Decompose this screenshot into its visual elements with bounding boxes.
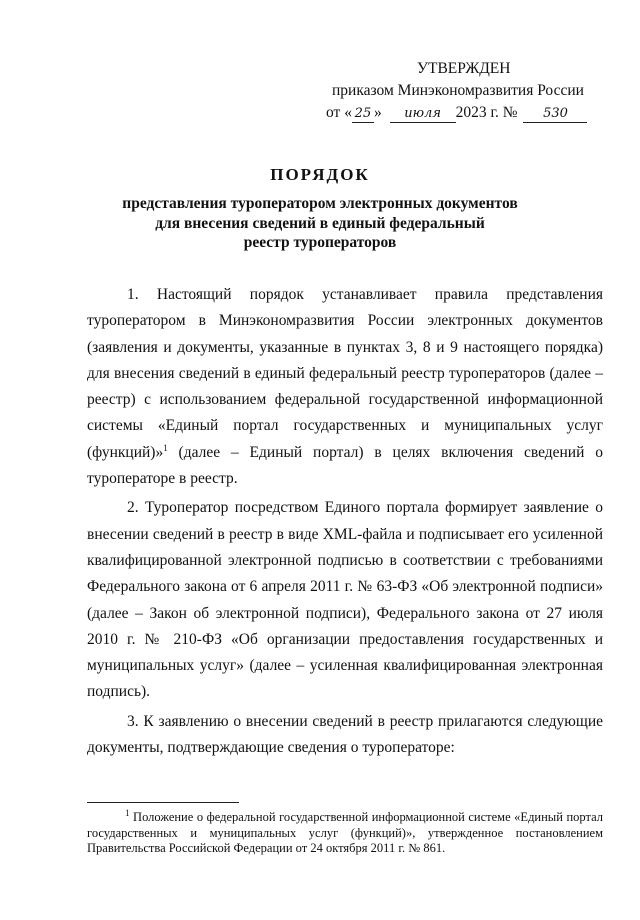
- document-title: ПОРЯДОК: [270, 165, 370, 184]
- paragraph-1-tail: (далее – Единый портал) в целях включения сведений о туроператоре в реестр.: [87, 443, 603, 488]
- date-day-suffix: »: [373, 104, 382, 121]
- handwritten-day: 25: [352, 106, 374, 123]
- subtitle-line-2: для внесения сведений в единый федеральный: [155, 214, 485, 232]
- footnote: [87, 807, 603, 857]
- subtitle-line-3: реестр туроператоров: [243, 234, 397, 251]
- document-subtitle: [100, 194, 540, 253]
- paragraph-1-text: 1. Настоящий порядок устанавливает правила представления туроператором в Минэкономразвития России электронных документов (заявления и документы, указанные в пунктах 3, 8 и 9 настоящего порядка) для внесения сведений в единый федеральный реестр туроператоров (далее – реестр) с использованием федеральной государственной информационной системы «Единый портал государственных и муниципальных услуг (функций)»: [87, 286, 603, 461]
- approval-stamp: [326, 58, 626, 124]
- approval-order-line: приказом Минэкономразвития России: [332, 82, 584, 99]
- paragraph-3: 3. К заявлению о внесении сведений в реестр прилагаются следующие документы, подтверждающие сведения о туроператоре:: [87, 712, 603, 757]
- footnote-reference: 1: [163, 442, 168, 453]
- paragraph-2: 2. Туроператор посредством Единого портала формирует заявление о внесении сведений в реестр в виде XML-файла и подписывает его усиленной квалифицированной электронной подписью в соответствии с требованиями Федерального закона от 6 апреля 2011 г. № 63-ФЗ «Об электронной подписи» (далее – Закон об электронной подписи), Федерального закона от 27 июля 2010 г. № 210-ФЗ «Об организации предоставления государственных и муниципальных услуг» (далее – усиленная квалифицированная электронная подпись).: [87, 499, 603, 701]
- footnote-separator: [87, 802, 239, 803]
- document-body: [87, 282, 603, 761]
- footnote-text: Положение о федеральной государственной информационной системе «Единый портал государственных и муниципальных услуг (функций)», утвержденное постановлением Правительства Российской Федерации от 24 октября 2011 г. № 861.: [87, 810, 603, 855]
- date-prefix: от «: [326, 104, 352, 121]
- subtitle-line-1: представления туроператором электронных документов: [122, 195, 518, 212]
- footnote-mark: 1: [125, 807, 130, 818]
- handwritten-month: июля: [390, 106, 456, 123]
- paragraph-1: [87, 282, 603, 492]
- approval-date-line: [326, 102, 626, 124]
- handwritten-order-number: 530: [523, 106, 587, 123]
- date-year: 2023 г. №: [455, 104, 518, 121]
- approval-heading: УТВЕРЖДЕН: [417, 60, 511, 77]
